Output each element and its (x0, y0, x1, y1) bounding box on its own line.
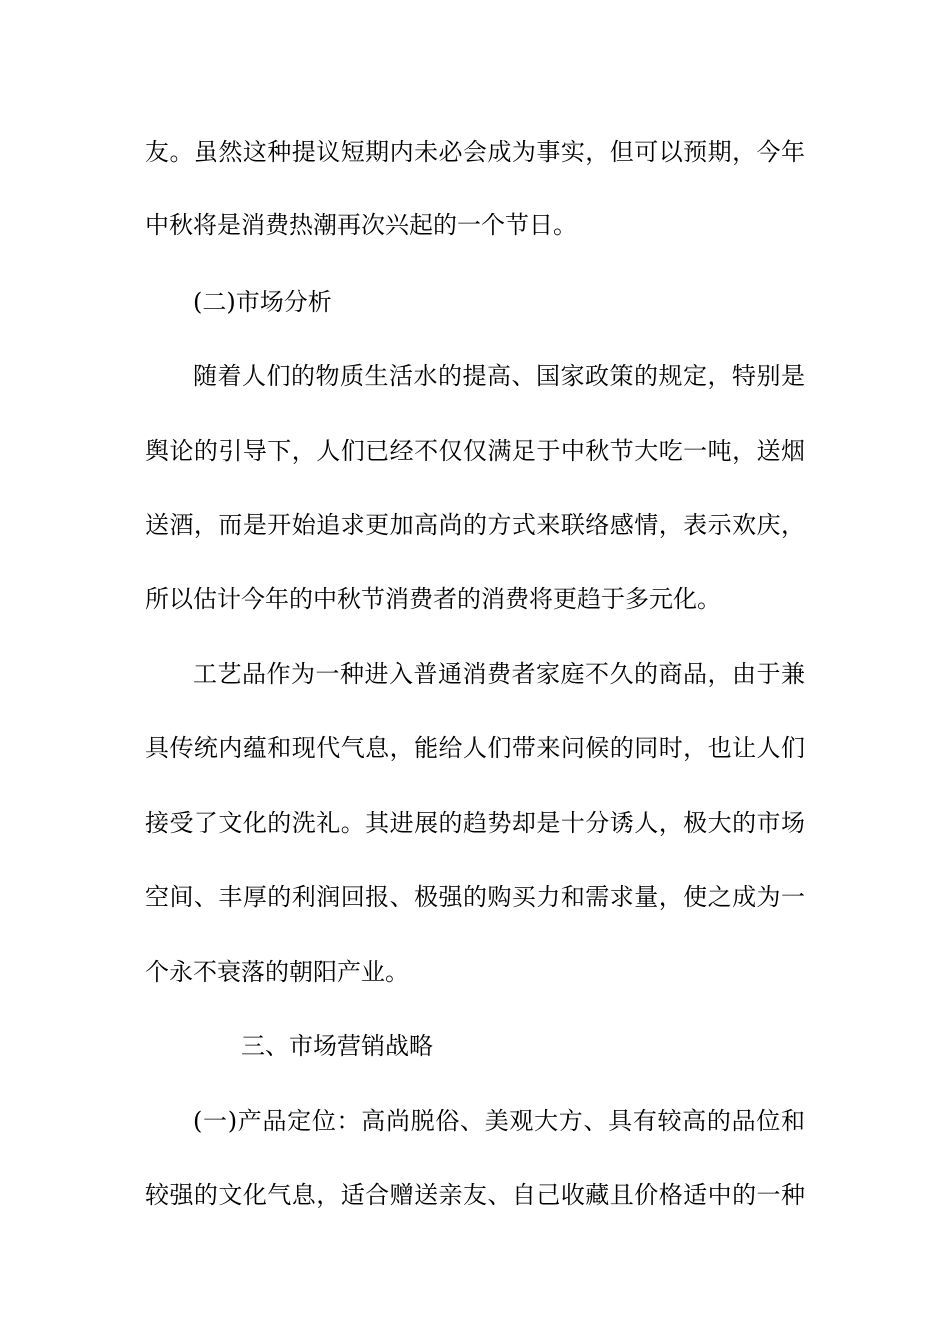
paragraph-line: (一)产品定位：高尚脱俗、美观大方、具有较高的品位和 (193, 1107, 805, 1135)
paragraph-line: 中秋将是消费热潮再次兴起的一个节日。 (145, 211, 577, 239)
paragraph-line: 个永不衰落的朝阳产业。 (145, 958, 409, 986)
paragraph-line: 友。虽然这种提议短期内未必会成为事实，但可以预期，今年 (145, 138, 805, 166)
paragraph-line: 接受了文化的洗礼。其进展的趋势却是十分诱人，极大的市场 (145, 809, 805, 837)
paragraph-line: 所以估计今年的中秋节消费者的消费将更趋于多元化。 (145, 585, 721, 613)
paragraph-line: 送酒，而是开始追求更加高尚的方式来联络感情，表示欢庆， (145, 511, 805, 539)
section-heading: (二)市场分析 (193, 288, 332, 316)
paragraph-line: 工艺品作为一种进入普通消费者家庭不久的商品，由于兼 (193, 660, 805, 688)
paragraph-line: 空间、丰厚的利润回报、极强的购买力和需求量，使之成为一 (145, 883, 805, 911)
paragraph-line: 较强的文化气息，适合赠送亲友、自己收藏且价格适中的一种 (145, 1181, 805, 1209)
paragraph-line: 舆论的引导下，人们已经不仅仅满足于中秋节大吃一吨，送烟 (145, 437, 805, 465)
paragraph-line: 随着人们的物质生活水的提高、国家政策的规定，特别是 (193, 362, 805, 390)
section-heading: 三、市场营销战略 (241, 1032, 433, 1060)
paragraph-line: 具传统内蕴和现代气息，能给人们带来问候的同时，也让人们 (145, 734, 805, 762)
